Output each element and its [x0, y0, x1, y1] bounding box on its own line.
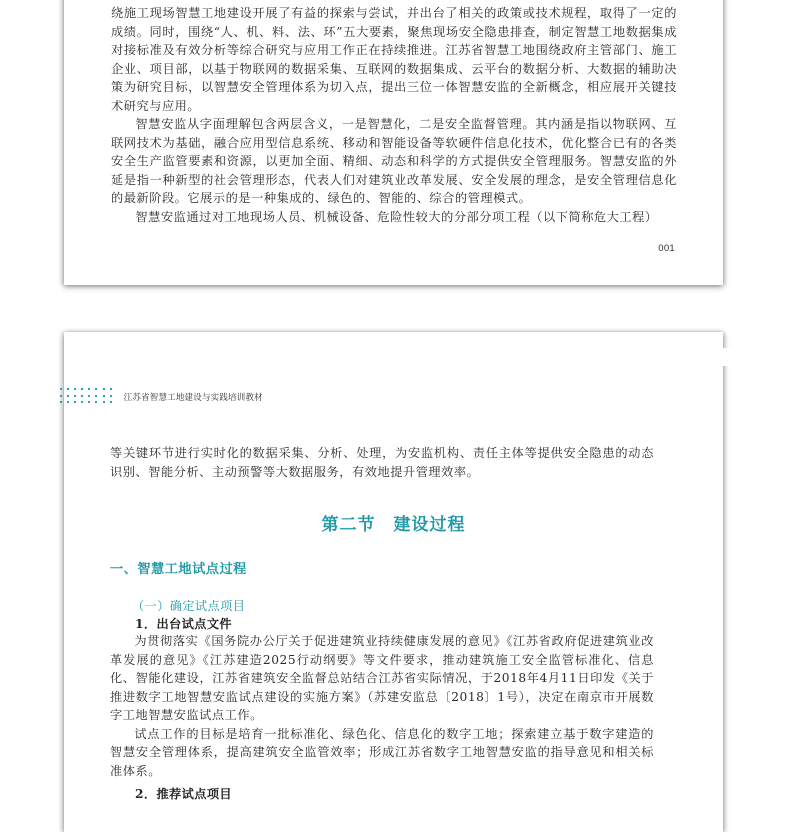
section-title: 第二节 建设过程 [321, 515, 466, 535]
page-number: 001 [658, 243, 675, 254]
paragraph: 试点工作的目标是培育一批标准化、绿色化、信息化的数字工地；探索建立基于数字建造的智慧安全管理体系，提高建筑安全监管效率；形成江苏省数字工地智慧安监的指导意见和相关标准体系。 [110, 726, 654, 778]
paragraph: 智慧安监通过对工地现场人员、机械设备、危险性较大的分部分项工程（以下简称危大工程） [135, 209, 658, 224]
running-header [60, 388, 263, 405]
heading-level-3-partial: 2．推荐试点项目 [135, 787, 232, 801]
paragraph: 为贯彻落实《国务院办公厅关于促进建筑业持续健康发展的意见》《江苏省政府促进建筑业改革发展的意见》《江苏建造2025行动纲要》等文件要求，推动建筑施工安全监管标准化、信息化、智能化建设，江苏省建筑安全监督总站结合江苏省实际情况，于2018年4月11日印发《关于推进数字工地智慧安监试点建设的实施方案》（苏建安监总〔2018〕1号），决定在南京市开展数字工地智慧安监试点工作。 [110, 634, 654, 722]
page-2-body [110, 632, 654, 780]
document-page-2 [64, 332, 723, 832]
continued-paragraph [110, 444, 654, 481]
heading-level-3: 1．出台试点文件 [135, 617, 232, 631]
dot-grid-icon [60, 388, 114, 405]
page-edge-notch [723, 348, 735, 366]
paragraph: 等关键环节进行实时化的数据采集、分析、处理，为安监机构、责任主体等提供安全隐患的动态识别、智能分析、主动预警等大数据服务，有效地提升管理效率。 [110, 446, 654, 479]
heading-level-2: （一）确定试点项目 [132, 599, 246, 613]
paragraph: 绕施工现场智慧工地建设开展了有益的探索与尝试，并出台了相关的政策或技术规程，取得了一定的成绩。同时，围绕“人、机、料、法、环”五大要素，聚焦现场安全隐患排查，制定智慧工地数据集成对接标准及有效分析等综合研究与应用工作正在持续推进。江苏省智慧工地围绕政府主管部门、施工企业、项目部，以基于物联网的数据采集、互联网的数据集成、云平台的数据分析、大数据的辅助决策为研究目标，以智慧安全管理体系为切入点，提出三位一体智慧安监的全新概念，相应展开关键技术研究与应用。 [111, 6, 677, 113]
page-1-body [111, 4, 677, 226]
heading-level-1: 一、智慧工地试点过程 [110, 562, 247, 577]
book-title: 江苏省智慧工地建设与实践培训教材 [123, 392, 263, 403]
document-page-1 [64, 0, 723, 285]
paragraph: 智慧安监从字面理解包含两层含义，一是智慧化，二是安全监督管理。其内涵是指以物联网、互联网技术为基础，融合应用型信息系统、移动和智能设备等软硬件信息化技术，优化整合已有的各类安全生产监管要素和资源，以更加全面、精细、动态和科学的方式提供安全管理服务。智慧安监的外延是指一种新型的社会管理形态，代表人们对建筑业改革发展、安全发展的理念，是安全管理信息化的最新阶段。它展示的是一种集成的、绿色的、智能的、综合的管理模式。 [111, 117, 677, 205]
